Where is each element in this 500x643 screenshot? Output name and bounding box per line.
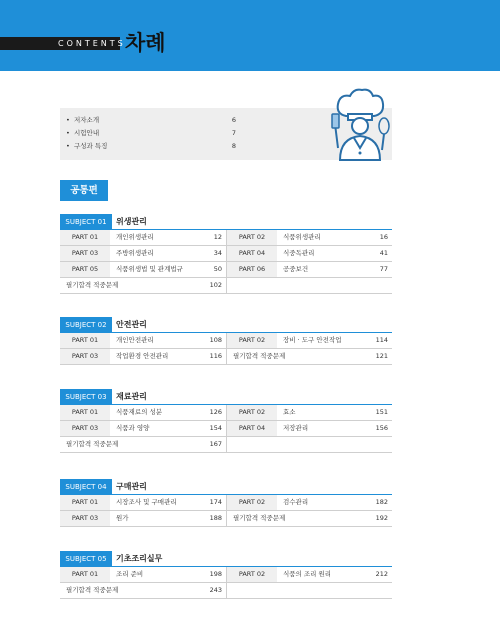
entry-page: 198 [209,570,222,578]
common-section-label: 공통편 [60,180,108,201]
entry-name: 주방위생관리 [116,249,154,257]
subject-badge: SUBJECT 05 [60,551,112,567]
toc-entry[interactable] [226,421,392,436]
entry-page: 102 [209,281,222,289]
entry-name: 공중보건 [283,265,309,273]
table-row [60,230,392,246]
entry-name: 필기합격 적중문제 [66,440,119,448]
entry-name: 식품과 영양 [116,424,150,432]
entry-page: 182 [375,498,388,506]
table-row [60,246,392,262]
subject-title: 구매관리 [116,482,147,491]
table-row [60,567,392,583]
toc-entry[interactable] [226,230,392,245]
toc-entry[interactable] [226,495,392,510]
page-title: 차례 [125,31,166,55]
toc-entry[interactable] [60,567,226,582]
entry-page: 77 [379,265,388,273]
entry-page: 156 [375,424,388,432]
entry-name: 필기합격 적중문제 [66,586,119,594]
subject-header [60,551,392,567]
part-label: PART 04 [227,246,277,261]
table-row [60,437,392,453]
entry-name: 개인위생관리 [116,233,154,241]
toc-entry[interactable] [60,246,226,261]
entry-name: 검수관리 [283,498,309,506]
intro-item[interactable] [66,140,236,153]
part-label: PART 01 [60,230,110,245]
part-label: PART 03 [60,511,110,526]
subject-section [60,389,392,453]
entry-name: 식품위생관리 [283,233,321,241]
intro-item-label: 시험안내 [74,129,100,137]
empty-cell [226,583,392,598]
intro-item[interactable] [66,114,236,127]
table-row [60,421,392,437]
part-label: PART 01 [60,567,110,582]
subject-table [60,333,392,365]
empty-cell [226,437,392,452]
entry-name: 저장관리 [283,424,309,432]
entry-page: 121 [375,352,388,360]
header-bar [0,0,500,71]
toc-entry[interactable] [226,511,392,526]
subject-header [60,479,392,495]
entry-page: 212 [375,570,388,578]
table-row [60,262,392,278]
table-row [60,278,392,294]
part-label: PART 02 [227,495,277,510]
toc-entry[interactable] [226,333,392,348]
intro-item[interactable] [66,127,236,140]
entry-page: 50 [213,265,222,273]
toc-entry[interactable] [60,421,226,436]
table-row [60,405,392,421]
subject-section [60,214,392,294]
intro-item-page: 8 [231,142,236,150]
entry-page: 243 [209,586,222,594]
part-label: PART 05 [60,262,110,277]
part-label: PART 02 [227,230,277,245]
entry-name: 필기합격 적중문제 [66,281,119,289]
entry-name: 식중독관리 [283,249,315,257]
entry-page: 34 [213,249,222,257]
entry-name: 필기합격 적중문제 [233,514,286,522]
toc-entry[interactable] [60,230,226,245]
subject-title: 안전관리 [116,320,147,329]
intro-item-label: 저자소개 [74,116,100,124]
part-label: PART 01 [60,495,110,510]
bullet-icon: • [66,142,70,150]
entry-name: 필기합격 적중문제 [233,352,286,360]
entry-page: 192 [375,514,388,522]
subject-title: 기초조리실무 [116,554,163,563]
entry-page: 126 [209,408,222,416]
toc-entry[interactable] [60,278,226,293]
toc-entry[interactable] [60,333,226,348]
subject-header [60,214,392,230]
subject-section [60,551,392,599]
entry-name: 식품위생법 및 관계법규 [116,265,183,273]
intro-item-label: 구성과 특징 [74,142,108,150]
toc-entry[interactable] [226,349,392,364]
entry-page: 154 [209,424,222,432]
subject-badge: SUBJECT 03 [60,389,112,405]
subject-header [60,389,392,405]
part-label: PART 01 [60,405,110,420]
table-row [60,349,392,365]
bullet-icon: • [66,129,70,137]
toc-entry[interactable] [226,262,392,277]
subject-table [60,405,392,453]
empty-cell [226,278,392,293]
entry-page: 108 [209,336,222,344]
entry-page: 151 [375,408,388,416]
subject-section [60,479,392,527]
table-row [60,495,392,511]
entry-page: 174 [209,498,222,506]
toc-entry[interactable] [60,349,226,364]
entry-page: 116 [209,352,222,360]
entry-name: 시장조사 및 구매관리 [116,498,177,506]
table-row [60,583,392,599]
toc-entry[interactable] [60,262,226,277]
toc-entry[interactable] [226,246,392,261]
entry-page: 16 [379,233,388,241]
entry-name: 식품재료의 성분 [116,408,163,416]
intro-item-page: 6 [231,116,236,124]
entry-page: 167 [209,440,222,448]
entry-name: 효소 [283,408,296,416]
toc-entry[interactable] [60,511,226,526]
subject-title: 재료관리 [116,392,147,401]
table-row [60,333,392,349]
part-label: PART 03 [60,246,110,261]
entry-name: 식품의 조리 원리 [283,570,332,578]
subject-table [60,567,392,599]
subject-table [60,495,392,527]
part-label: PART 04 [227,421,277,436]
subject-badge: SUBJECT 02 [60,317,112,333]
subject-badge: SUBJECT 01 [60,214,112,230]
entry-name: 장비 · 도구 안전작업 [283,336,342,344]
subject-header [60,317,392,333]
toc-entry[interactable] [60,437,226,452]
table-row [60,511,392,527]
entry-name: 조리 준비 [116,570,144,578]
toc-entry[interactable] [226,405,392,420]
part-label: PART 02 [227,567,277,582]
entry-page: 41 [379,249,388,257]
toc-entry[interactable] [60,495,226,510]
part-label: PART 06 [227,262,277,277]
toc-entry[interactable] [226,567,392,582]
entry-name: 작업환경 안전관리 [116,352,169,360]
entry-name: 원가 [116,514,129,522]
toc-entry[interactable] [60,405,226,420]
header-contents-label: CONTENTS [58,39,126,48]
part-label: PART 02 [227,405,277,420]
part-label: PART 03 [60,349,110,364]
bullet-icon: • [66,116,70,124]
subject-badge: SUBJECT 04 [60,479,112,495]
part-label: PART 02 [227,333,277,348]
part-label: PART 01 [60,333,110,348]
intro-item-page: 7 [231,129,236,137]
part-label: PART 03 [60,421,110,436]
toc-entry[interactable] [60,583,226,598]
entry-page: 188 [209,514,222,522]
chef-icon [326,86,392,162]
entry-page: 114 [375,336,388,344]
subject-title: 위생관리 [116,217,147,226]
subject-section [60,317,392,365]
entry-name: 개인안전관리 [116,336,154,344]
subject-table [60,230,392,294]
entry-page: 12 [213,233,222,241]
